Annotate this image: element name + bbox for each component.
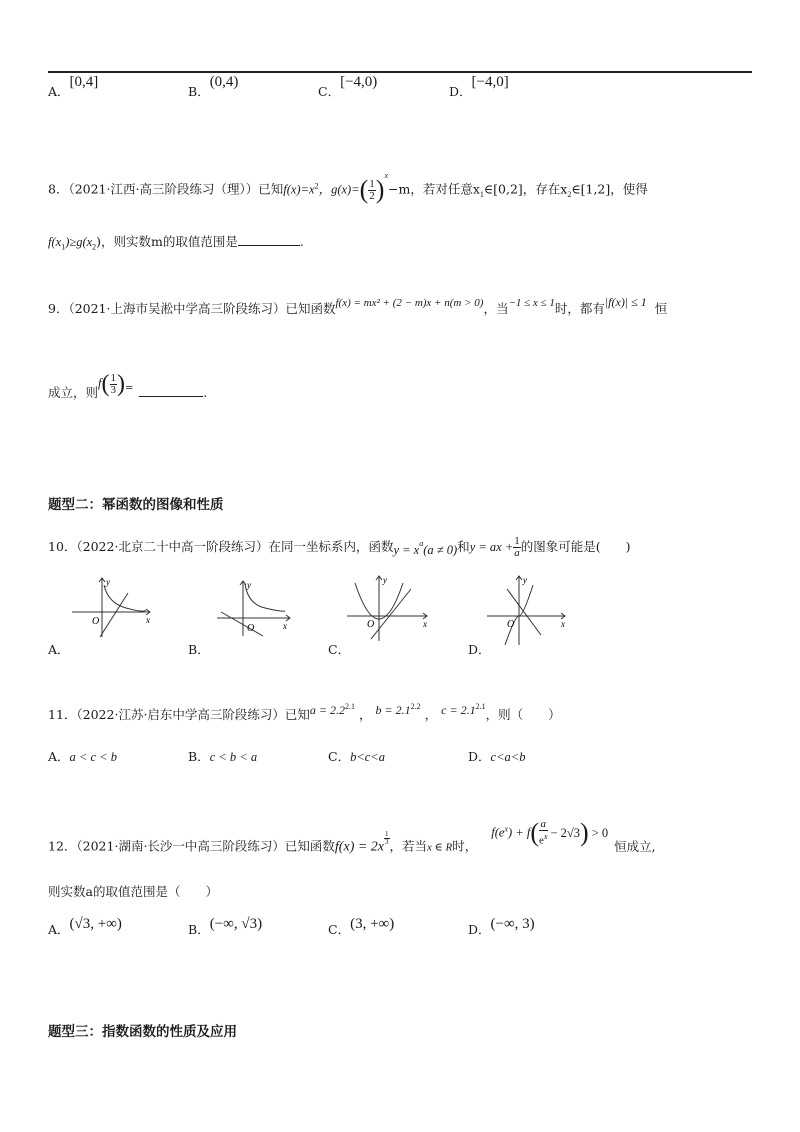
q8-x1-sub: 1 (61, 242, 66, 252)
top-rule (48, 71, 752, 73)
axis-y-label: y (383, 575, 387, 585)
q9-then: 时，都有 (554, 301, 605, 316)
q8-line1 (48, 171, 648, 205)
q7-option-c[interactable] (318, 74, 378, 101)
axis-x-label: x (561, 619, 565, 629)
q11-a-exp: 2.1 (345, 701, 356, 711)
option-value: [−4,0) (340, 74, 378, 90)
line-graph (221, 612, 263, 636)
q10-f1-exp: a (419, 538, 424, 548)
frac-num: 1 (385, 829, 389, 838)
q9-dot: . (203, 385, 208, 400)
q10-option-a-label[interactable]: A． (48, 642, 70, 657)
q10-graph-c[interactable] (345, 573, 435, 643)
q12-line2: 则实数a的取值范围是（ ） (48, 884, 218, 899)
section-heading-3: 题型三：指数函数的性质及应用 (48, 1024, 237, 1040)
q10-option-c-label[interactable]: C． (328, 642, 351, 657)
option-label: D． (468, 749, 491, 764)
paren-close: ) (117, 371, 125, 397)
q10-fraction (513, 536, 521, 559)
q10-f2: y = ax + (469, 540, 514, 554)
q12-func: f(x) = 2x (334, 839, 385, 855)
paren-open: ( (530, 818, 540, 847)
q8-mid1: ∈[0,2]，存在x (483, 181, 568, 197)
q10-f1-cond: (a ≠ 0) (423, 543, 458, 557)
frac-num: 1 (110, 372, 116, 384)
option-label: B． (188, 922, 210, 937)
q11-option-b[interactable] (188, 747, 257, 765)
q10-graph-a[interactable] (70, 575, 155, 640)
q9-fraction (110, 373, 118, 396)
q12-fraction (539, 819, 547, 847)
frac-num: 1 (514, 535, 520, 547)
q8-x2-sub: 2 (567, 190, 572, 199)
q8-line2 (48, 232, 304, 252)
q12-option-b[interactable] (188, 916, 263, 939)
q12-ineq-d: > 0 (591, 825, 609, 840)
option-value: (3, +∞) (350, 916, 395, 932)
q11-line: 11．（2022·江苏·启东中学高三阶段练习）已知$a = 2.2^{2.1}$， $b = 2.1^{2.2}$， $c = 2.1^{2.1}$，则（ ） (48, 701, 561, 722)
paren-open: ( (101, 371, 110, 397)
q11-end: ，则（ ） (485, 707, 561, 722)
q8-mid2: ∈[1,2]，使得 (571, 181, 648, 197)
q10-f1: y = x (393, 543, 420, 557)
option-value: (√3, +∞) (69, 916, 122, 932)
q10-and: 和 (457, 539, 470, 554)
q11-c: c = 2.1 (441, 703, 476, 717)
axis-x-label: x (423, 619, 427, 629)
frac-den-exp: x (543, 832, 548, 842)
q8-fraction (368, 179, 376, 202)
q12-option-c[interactable] (328, 916, 395, 939)
q8-f: f(x)=x (283, 182, 315, 197)
q9-func: f(x) = mx² + (2 − m)x + n(m > 0) (335, 297, 484, 309)
q11-a: a = 2.2 (309, 703, 346, 717)
q11-option-c[interactable] (328, 747, 385, 765)
q12-inequality (491, 818, 608, 848)
q7-option-a[interactable] (48, 74, 99, 101)
q12-ineq-b: ) + f (508, 825, 531, 840)
option-value: c<a<b (490, 750, 526, 764)
q8-ask: )，则实数m的取值范围是 (96, 234, 238, 249)
frac-num: a (540, 818, 547, 831)
q12-ineq-a-exp: x (504, 824, 509, 834)
origin-label: O (247, 623, 255, 634)
q10-option-d-label[interactable]: D． (468, 642, 491, 657)
q10-line (48, 536, 631, 559)
q8-prefix: 8．（2021·江西·高三阶段练习（理））已知 (48, 181, 284, 197)
q8-g-post: −m，若对任意x (388, 181, 480, 197)
option-label: D． (449, 84, 472, 99)
q11-b-exp: 2.2 (410, 701, 421, 711)
origin-label: O (92, 616, 100, 627)
option-value: b<c<a (350, 750, 385, 764)
option-value: (−∞, 3) (490, 916, 535, 932)
q10-prefix: 10．（2022·北京二十中高一阶段练习）在同一坐标系内，函数 (48, 539, 394, 554)
option-value: a < c < b (69, 750, 117, 764)
q8-x1-sub: 1 (479, 190, 484, 199)
answer-blank[interactable] (139, 384, 203, 397)
frac-den: a (514, 547, 520, 559)
q8-end: . (299, 234, 304, 249)
axis-x-label: x (146, 615, 150, 625)
q12-prefix: 12．（2021·湖南·长沙一中高三阶段练习）已知函数 (48, 838, 335, 854)
line-graph (100, 593, 128, 637)
q9-cond: −1 ≤ x ≤ 1 (508, 297, 555, 309)
option-label: D． (468, 922, 491, 937)
q7-option-d[interactable] (449, 74, 509, 101)
origin-label: O (507, 619, 515, 630)
option-label: B． (188, 84, 210, 99)
q10-option-b-label[interactable]: B． (188, 642, 210, 657)
axis-y-label: y (247, 580, 251, 590)
paren-close: ) (580, 818, 589, 847)
q12-mid: ，若当 (389, 838, 428, 854)
option-value: (−∞, √3) (209, 916, 263, 932)
q12-mid2: 时， (452, 838, 478, 854)
option-value: (0,4) (209, 74, 239, 90)
option-label: C． (328, 922, 351, 937)
option-label: C． (328, 749, 351, 764)
q12-ineq-a: f(e (491, 825, 505, 840)
q8-g-exp: x (384, 171, 389, 181)
q8-x2-sub: 2 (92, 242, 97, 252)
q8-fx1: f(x (48, 235, 62, 249)
q9-eq: = (125, 383, 134, 394)
option-label: A． (48, 922, 70, 937)
frac-den: 3 (110, 384, 116, 396)
origin-label: O (367, 619, 375, 630)
paren-open: ( (359, 175, 369, 204)
option-value: c < b < a (209, 750, 258, 764)
q12-option-d[interactable] (468, 916, 535, 939)
power-curve (245, 584, 285, 611)
q7-option-b[interactable] (188, 74, 239, 101)
q9-f: f (98, 376, 102, 390)
option-value: [−4,0] (471, 74, 509, 90)
q12-ineq-c: − 2√3 (550, 825, 581, 840)
q10-graph-b[interactable] (215, 578, 295, 638)
q11-option-a[interactable] (48, 747, 117, 765)
q11-c-exp: 2.1 (475, 701, 486, 711)
frac-den: 3 (385, 837, 389, 846)
q8-f-exp: 2 (314, 181, 319, 191)
section-heading-2: 题型二：幂函数的图像和性质 (48, 497, 224, 513)
option-label: B． (188, 749, 210, 764)
q12-line1 (48, 818, 656, 862)
q12-option-a[interactable] (48, 916, 122, 939)
q8-g-pre: ，g(x)= (318, 182, 360, 197)
q11-prefix: 11．（2022·江苏·启东中学高三阶段练习）已知 (48, 707, 310, 722)
axis-y-label: y (106, 577, 110, 587)
paren-close: ) (375, 175, 385, 204)
q9-line2 (48, 371, 208, 407)
q9-end: 恒 (654, 301, 668, 316)
q9-then-text: 成立，则 (48, 385, 99, 400)
option-label: C． (318, 84, 341, 99)
axis-y-label: y (523, 575, 527, 585)
answer-blank[interactable] (238, 233, 300, 246)
q11-option-d[interactable] (468, 747, 525, 765)
axis-x-label: x (283, 621, 287, 631)
q12-end: 恒成立, (614, 838, 656, 854)
q10-graph-d[interactable] (485, 573, 575, 648)
q9-line1 (48, 295, 668, 317)
q9-ineq: |f(x)| ≤ 1 (604, 295, 647, 309)
q8-gx2: )≥g(x (65, 235, 93, 249)
option-label: A． (48, 84, 70, 99)
frac-den: e (539, 834, 544, 847)
frac-num: 1 (369, 177, 375, 190)
line-graph (371, 589, 411, 639)
q12-exp-fraction (384, 831, 390, 846)
q10-end: 的图象可能是( ) (520, 539, 631, 554)
frac-den: 2 (369, 189, 375, 202)
q11-b: b = 2.1 (375, 703, 411, 717)
option-value: [0,4] (69, 74, 99, 90)
option-label: A． (48, 749, 70, 764)
q9-when: ，当 (483, 301, 509, 316)
q12-cond: x ∈ R (427, 841, 453, 854)
q9-prefix: 9．（2021·上海市吴淞中学高三阶段练习）已知函数 (48, 301, 336, 316)
